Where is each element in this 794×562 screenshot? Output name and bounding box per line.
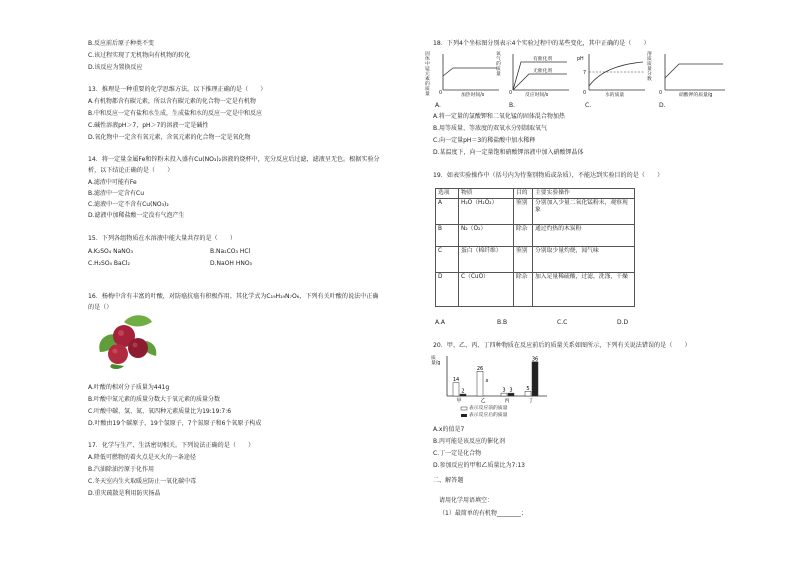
q20-legend-before: 表示反应前的质量	[469, 406, 508, 411]
q18-option-c: C.向一定量pH＝3的稀盐酸中加水稀释	[433, 137, 536, 144]
q17-option-c: C.冬天室内生火取暖应防止一氧化碳中毒	[88, 478, 197, 485]
q13-option-d: D.氧化物中一定含有氧元素，含氧元素的化合物一定是氧化物	[88, 134, 251, 141]
bar-before	[453, 383, 459, 396]
q21-item-1-blank[interactable]: ________；	[496, 510, 527, 517]
q19-answer-b: B.B	[497, 319, 508, 326]
table-row	[436, 199, 635, 225]
table-cell-aim: 鉴别	[514, 247, 533, 273]
q18-graph-label-b: B.	[509, 102, 516, 109]
q14-option-b: B.滤渣中一定含有Cu	[88, 190, 145, 197]
q18-graph-b-xlabel: 反应时间/s	[525, 93, 549, 98]
q19-stem: 19．如表实验操作中（括号内为待鉴别物质或杂质），不能达到实验目的的是（ ）	[433, 172, 664, 179]
q18-graph-label-a: A.	[435, 102, 441, 109]
q17-stem: 17．化学与生产、生活密切相关。下列说法正确的是（ ）	[88, 442, 255, 449]
bar-value-label: 5	[526, 385, 530, 392]
q16-option-b: B.叶酸中氮元素的质量分数大于氧元素的质量分数	[88, 396, 221, 403]
q14-stem-line1: 14．将一定量金属Fe和锌粉末投入盛有Cu(NO₃)₂溶液的烧杯中，充分反应后过滤，滤液呈无色。根据实验分	[88, 156, 380, 163]
q13-stem: 13．推理是一种重要的化学思维方法。以下推理正确的是（ ）	[88, 86, 267, 93]
q15-option-c: C.H₂SO₄ BaCl₂	[88, 260, 130, 267]
bar-value-label: 14	[452, 377, 460, 384]
q18-graph-a-xlabel: 加热时间/s	[461, 93, 485, 98]
q18-graph-c-xlabel: 水的质量	[605, 93, 625, 98]
table-header-row	[436, 189, 635, 199]
bar-after	[532, 362, 538, 396]
q16-option-d: D.叶酸由19个碳原子，19个氢原子，7个氮原子和6个氧原子构成	[88, 420, 262, 427]
q18-graph-b-curve1: 有催化剂	[533, 57, 553, 62]
table-cell-operation: 通过灼热的木炭粉	[533, 225, 635, 247]
bar-value-label: 2	[461, 388, 465, 395]
q19-answer-a: A.A	[435, 319, 446, 326]
table-row	[436, 225, 635, 247]
bar-before	[525, 391, 531, 396]
table-cell-aim: 鉴别	[514, 199, 533, 225]
q18-graph-c-origin: 0	[583, 91, 587, 96]
q18-graph-c-tick: 7	[583, 71, 587, 76]
bar-value-label: 3	[509, 387, 513, 394]
q15-option-b: B.Na₂CO₃ HCl	[210, 248, 251, 255]
bar-value-label: 36	[531, 356, 539, 363]
bar-value-label: 26	[476, 365, 484, 372]
q18-graph-d-ylabel: 溶质质量分数	[647, 52, 652, 82]
q21-item-1-label: （1）最简单的有机物	[439, 510, 497, 517]
table-cell-operation: 分别取少量灼烧，闻气味	[533, 247, 635, 273]
table-header-cell: 主要实验操作	[533, 189, 635, 199]
category-label: 甲	[456, 398, 462, 404]
q18-graph-a-ylabel: 固体中锰元素的质量	[425, 52, 430, 97]
table-row	[436, 273, 635, 307]
q14-option-c: C.滤液中一定不含有Cu(NO₃)₂	[88, 201, 169, 208]
q21-item-1	[439, 510, 527, 517]
table-cell-operation: 加入足量稀硫酸，过滤，洗涤，干燥	[533, 273, 635, 307]
q18-graph-b-ylabel: 氧气的质量	[496, 52, 501, 77]
q19-answer-c: C.C	[557, 319, 568, 326]
q16-option-c: C.叶酸中碳、氢、氮、氧四种元素质量比为19:19:7:6	[88, 408, 232, 415]
q20-option-a: A.x的值是7	[433, 426, 465, 433]
q18-graph-d-origin: 0	[659, 91, 663, 96]
q18-graph-b-origin: 0	[509, 91, 513, 96]
table-cell-substance: N₂（O₂）	[459, 225, 514, 247]
q13-option-c: C.碱性溶液pH＞7，pH＞7的溶液一定是碱性	[88, 122, 209, 129]
q17-option-d: D.重灾疏散是利用防灾扬晶	[88, 490, 161, 497]
q16-option-a: A.叶酸的相对分子质量为441g	[88, 384, 170, 391]
bar-before	[477, 371, 483, 396]
q20-chart-ylabel: 质量/g	[431, 356, 441, 366]
q17-option-a: A.降低可燃物的着火点是灭火的一条途径	[88, 454, 196, 461]
q12-option-b: B.反应前后原子种类不变	[88, 40, 155, 47]
table-cell-substance: C（CuO）	[459, 273, 514, 307]
q15-stem: 15．下列各组物质在水溶液中能大量共存的是（ ）	[88, 235, 236, 242]
table-cell-aim: 除杂	[514, 273, 533, 307]
q16-stem-line2: 的是（）	[88, 304, 113, 311]
legend-swatch-after	[461, 414, 467, 417]
q16-stem-line1: 16．杨梅中含有丰富的叶酸，对防癌抗癌有积极作用，其化学式为C₁₉H₁₉N₇O₆，下列有关叶酸的说法中正确	[88, 293, 379, 300]
bar-value-label: 3	[502, 387, 506, 394]
q18-graph-c-ylabel: pH	[577, 57, 584, 62]
category-label: 丙	[504, 398, 510, 404]
q18-option-d: D.某温度下，向一定量饱和硝酸钾溶液中加入硝酸钾晶体	[433, 149, 584, 156]
q13-option-b: B.中和反应一定有盐和水生成，生成盐和水的反应一定是中和反应	[88, 110, 263, 117]
category-label: 丁	[528, 398, 534, 404]
table-row	[436, 247, 635, 273]
table-cell-aim: 除杂	[514, 225, 533, 247]
table-cell-option: D	[436, 273, 459, 307]
q15-option-d: D.NaOH HNO₃	[210, 260, 252, 267]
q20-option-c: C.丁一定是化合物	[433, 450, 482, 457]
q18-graph-label-c: C.	[585, 102, 592, 109]
legend-swatch-before	[461, 407, 467, 410]
table-cell-option: A	[436, 199, 459, 225]
q19-answer-d: D.D	[617, 319, 629, 326]
q20-option-b: B.丙可能是该反应的催化剂	[433, 438, 506, 445]
bayberry-illustration	[94, 312, 160, 372]
q21-stem: 请用化学用语填空：	[439, 497, 494, 504]
table-cell-substance: H₂O（H₂O₂）	[459, 199, 514, 225]
q18-graph-label-d: D.	[659, 102, 666, 109]
table-cell-substance: 蛋白（棉纤维）	[459, 247, 514, 273]
q14-option-a: A.滤渣中可能有Fe	[88, 179, 137, 186]
q18-option-b: B.用等质量、等浓度的双氧水分别制取氧气	[433, 125, 548, 132]
table-header-cell: 目的	[514, 189, 533, 199]
q13-option-a: A.有机物都含有碳元素，所以含有碳元素的化合物一定是有机物	[88, 98, 256, 105]
q18-graph-b-curve2: 无催化剂	[533, 69, 553, 74]
q15-option-a: A.K₂SO₄ NaNO₃	[88, 248, 133, 255]
table-cell-option: B	[436, 225, 459, 247]
q12-option-d: D.该反应为置换反应	[88, 64, 143, 71]
q18-graph-a-origin: 0	[439, 91, 443, 96]
q18-graph-d-xlabel: 硝酸钾的质量/g	[679, 93, 713, 98]
q14-option-d: D.滤液中加稀盐酸一定没有气泡产生	[88, 212, 185, 219]
q20-stem: 20．甲、乙、丙、丁四种物质在反应前后的质量关系如图所示，下列有关说法错误的是（ ）	[433, 342, 691, 349]
bar-annotation: x	[485, 378, 489, 384]
q18-option-a: A.将一定量的氯酸钾和二氧化锰的固体混合物加热	[433, 113, 565, 120]
table-cell-operation: 分别加入少量二氧化锰粉末，观察现象	[533, 199, 635, 225]
table-header-cell: 物质	[459, 189, 514, 199]
q20-option-d: D.参加反应的甲和乙质量比为7:13	[433, 462, 526, 469]
q18-stem: 18．下列4个坐标图分别表示4个实验过程中的某些变化，其中正确的是（ ）	[433, 40, 650, 47]
q14-stem-line2: 析，以下结论正确的是（ ）	[88, 167, 174, 174]
q12-option-c: C.该过程实现了无机物向有机物的转化	[88, 52, 191, 59]
table-cell-option: C	[436, 247, 459, 273]
q20-legend-after: 表示反应后的质量	[469, 413, 508, 418]
section-2-heading: 二、解答题	[433, 477, 464, 484]
q19-table	[435, 188, 635, 307]
table-header-cell: 选项	[436, 189, 459, 199]
category-label: 乙	[480, 398, 486, 404]
q17-option-b: B.汽油除油污原于化作用	[88, 466, 155, 473]
